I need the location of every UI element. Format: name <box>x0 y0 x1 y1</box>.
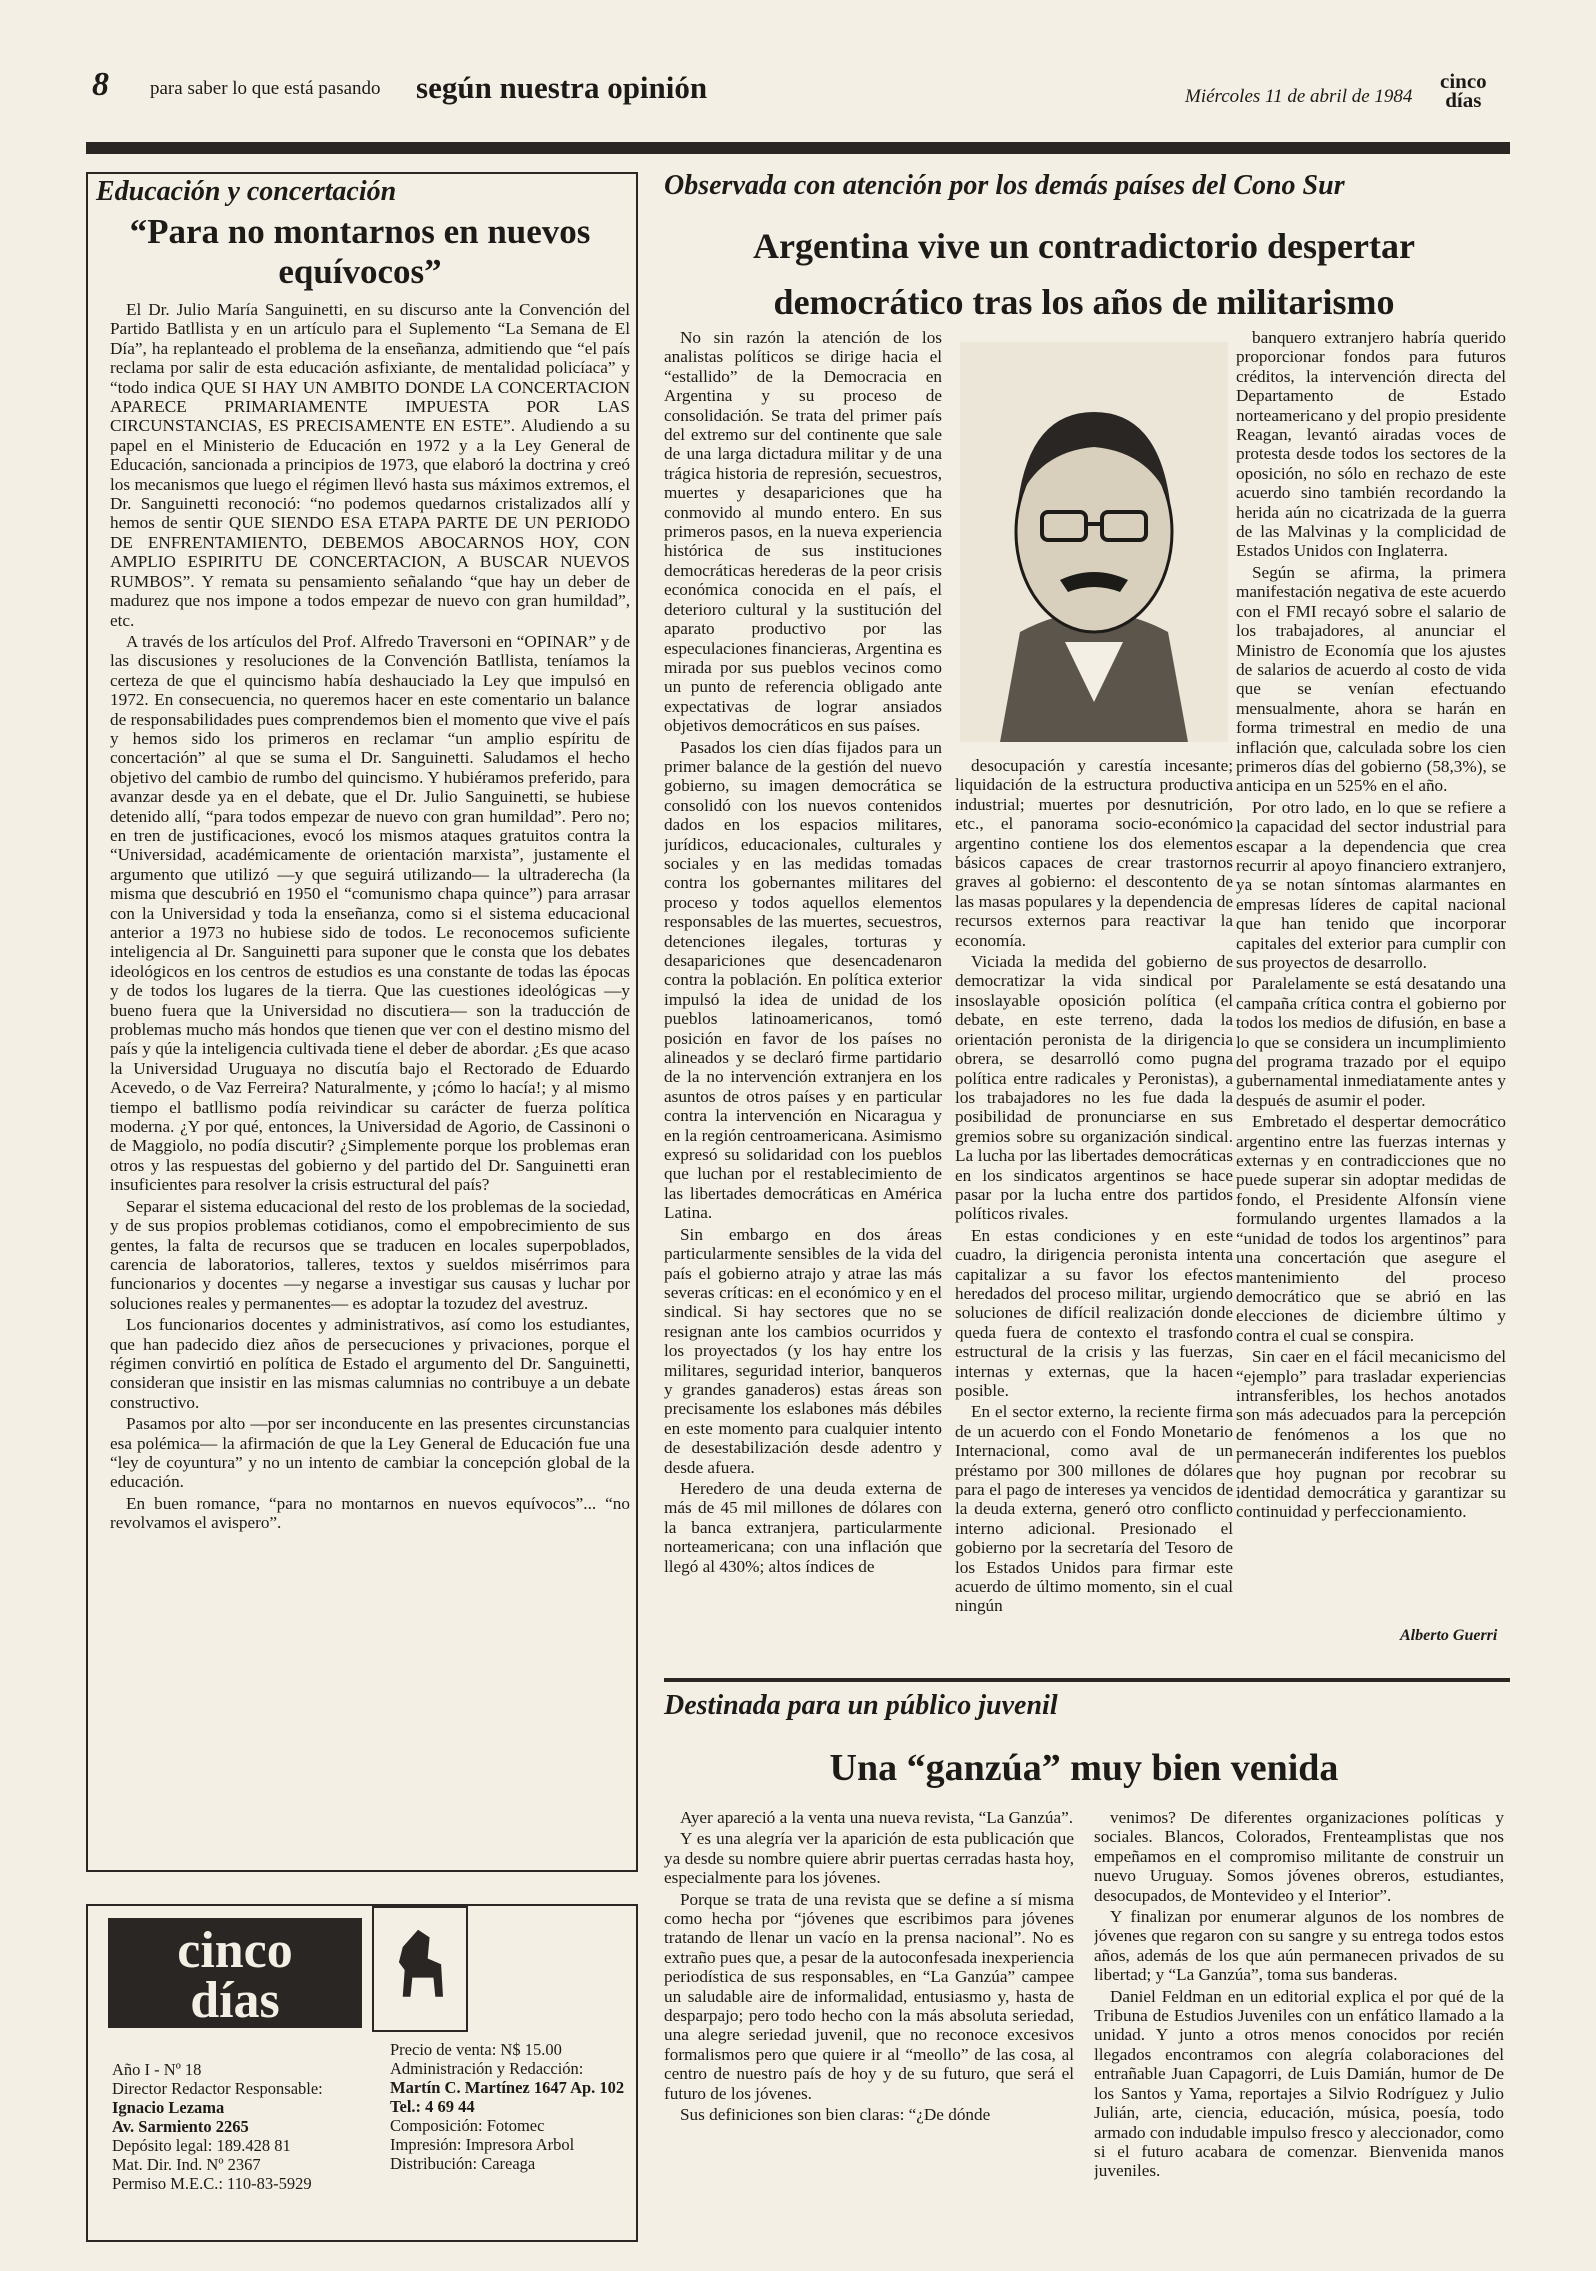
paragraph: Por otro lado, en lo que se refiere a la capacidad del sector industrial para escapar a la dependencia que crea recurrir al apoyo financiero extranjero, ya se notan síntomas alarmantes en empresas líderes de capital nacional que han tenido que incorporar capitales del exterior para cumplir con sus proyectos de desarrollo. <box>1236 797 1506 972</box>
author-signature: Alberto Guerri <box>1400 1627 1498 1644</box>
header-rule <box>86 142 1510 154</box>
issue-date: Miércoles 11 de abril de 1984 <box>1185 86 1413 107</box>
paragraph: Pasamos por alto —por ser inconducente en las presentes circunstancias esa polémica— la afirmación de que la Ley General de Educación fue una “ley de coyuntura” y no un intento de cambiar la concepción global de la educación. <box>110 1414 630 1492</box>
left-article-kicker: Educación y concertación <box>96 176 397 207</box>
masthead-right: Precio de venta: N$ 15.00 Administración y Redacción: Martín C. Martínez 1647 Ap. 102 Tel.: 4 69 44 Composición: Fotomec Impresión: Impresora Arbol Distribución: Careaga <box>390 2040 625 2173</box>
horse-icon <box>372 1906 468 2032</box>
youth-article-headline: Una “ganzúa” muy bien venida <box>829 1747 1339 1789</box>
youth-article-col1 <box>664 1808 1074 2248</box>
paragraph: banquero extranjero habría querido proporcionar fondos para futuros créditos, la intervención directa del Departamento de Estado norteamericano y del propio presidente Reagan, levantó airadas voces de protesta desde todos los sectores de la oposición, no sólo en rechazo de este acuerdo sino también recordando la herida aún no cicatrizada de la guerra de las Malvinas y la complicidad de Estados Unidos con Inglaterra. <box>1236 328 1506 561</box>
paragraph: En buen romance, “para no montarnos en nuevos equívocos”... “no revolvamos el avispero”. <box>110 1493 630 1533</box>
paragraph: Y es una alegría ver la aparición de esta publicación que ya desde su nombre quiere abrir puertas cerradas hasta hoy, especialmente para los jóvenes. <box>664 1829 1074 1888</box>
paragraph: Embretado el despertar democrático argentino entre las fuerzas internas y externas y en contradicciones que no puede superar sin adoptar medidas de fondo, el Presidente Alfonsín viene formulando urgentes llamados a la “unidad de todos los argentinos” para una concertación que asegure el mantenimiento del proceso democrático que se abrió en las elecciones de diciembre último y contra el cual se conspira. <box>1236 1112 1506 1345</box>
paragraph: venimos? De diferentes organizaciones políticas y sociales. Blancos, Colorados, Frenteamplistas que nos empeñamos en el compromiso militante de construir un nuevo Uruguay. Somos jóvenes obreros, estudiantes, desocupados, de Montevideo y el Interior”. <box>1094 1808 1504 1905</box>
paragraph: Y finalizan por enumerar algunos de los nombres de jóvenes que regaron con su sangre y su entrega todos estos años, además de los que aún permanecen privados de su libertad; y “La Ganzúa”, toma sus banderas. <box>1094 1907 1504 1985</box>
paragraph: Pasados los cien días fijados para un primer balance de la gestión del nuevo gobierno, su imagen democrática se consolidó con los nuevos contenidos dados en los espacios militares, jurídicos, educacionales, culturales y sociales y en las medidas tomadas contra los gobernantes militares del proceso y todos aquellos elementos responsables de las muertes, secuestros, detenciones ilegales, torturas y desapariciones que desencadenaron contra la población. En política exterior impulsó la idea de unidad de los pueblos latinoamericanos, tomó posición en favor de los países no alineados y se declaró firme partidario de la no intervención extranjera en los asuntos de otros países y en particular contra la intervención en Nicaragua y en la región centroamericana. Asimismo expresó su solidaridad con los pueblos que luchan por el restablecimiento de las libertades democráticas en América Latina. <box>664 737 942 1223</box>
right-article-col1 <box>664 328 942 1648</box>
youth-article-col2 <box>1094 1808 1504 2248</box>
right-article-headline: Argentina vive un contradictorio despertar democrático tras los años de militarismo <box>753 226 1415 322</box>
paragraph: Ayer apareció a la venta una nueva revista, “La Ganzúa”. <box>680 1808 1074 1827</box>
masthead-logo: cinco días <box>108 1918 362 2028</box>
portrait-illustration <box>960 342 1228 742</box>
paragraph: Según se afirma, la primera manifestación negativa de este acuerdo con el FMI recayó sobre el salario de los trabajadores, al anunciar el Ministro de Economía que los ajustes de salarios de acuerdo al costo de vida que se venían efectuando mensualmente, ahora se harán en forma trimestral en medio de una inflación que, calculada sobre los cien primeros días del gobierno (58,3%), se anticipa en un 525% en el año. <box>1236 562 1506 796</box>
paragraph: Sin embargo en dos áreas particularmente sensibles de la vida del país el gobierno atrajo y atrae las más severas críticas: en el económico y en el sindical. Si hay sectores que no se resignan ante los cambios ocurridos y los proyectados (y los hay entre los militares, seguridad interior, banqueros y grandes ganaderos) estas áreas son precisamente los eslabones más débiles en este momento para cualquier intento de desestabilización desde adentro y desde afuera. <box>664 1224 942 1477</box>
paragraph: Paralelamente se está desatando una campaña crítica contra el gobierno por todos los medios de difusión, en base a lo que se considera un incumplimiento del programa trazado por el equipo gubernamental inmediatamente antes y después de asumir el poder. <box>1236 974 1506 1110</box>
youth-article-kicker: Destinada para un público juvenil <box>664 1690 1058 1721</box>
paragraph: No sin razón la atención de los analistas políticos se dirige hacia el “estallido” de la Democracia en Argentina y su proceso de consolidación. Se trata del primer país del extremo sur del continente que sale de una larga dictadura militar y de una trágica historia de represión, secuestros, muertes y desapariciones que ha conmovido al mundo entero. En sus primeros pasos, en la nueva experiencia histórica de sus instituciones democráticas herederas de la peor crisis económica conocida en el país, el deterioro cultural y la sustitución del aparato productivo por las especulaciones financieras, Argentina es mirada por sus pueblos vecinos como un punto de referencia obligado ante expectativas de lograr ansiados objetivos democráticos en sus países. <box>664 328 942 736</box>
left-article-body <box>110 300 630 1885</box>
paragraph: Separar el sistema educacional del resto de los problemas de la sociedad, y de sus propios problemas cotidianos, como el empobrecimiento de sus gentes, la falta de recursos que se traducen en locales superpoblados, carencia de laboratorios, talleres, textos y sueldos misérrimos para funcionarios y docentes —y negarse a investigar sus causas y luchar por soluciones reales y permanentes— es adoptar la tozudez del avestruz. <box>110 1196 630 1313</box>
header-logo: cinco días <box>1440 69 1487 112</box>
youth-section-rule <box>664 1678 1510 1682</box>
paragraph: En estas condiciones y en este cuadro, la dirigencia peronista intenta capitalizar a su favor los efectos heredados del proceso militar, urgiendo soluciones de difícil realización donde queda fuera de contexto el trasfondo estructural de la crisis y las fuerzas, internas y externas, que la hacen posible. <box>955 1225 1233 1400</box>
right-article-col2 <box>955 756 1233 1651</box>
right-article-kicker: Observada con atención por los demás países del Cono Sur <box>664 170 1345 201</box>
paragraph: Sus definiciones son bien claras: “¿De dónde <box>680 2105 991 2125</box>
paragraph: desocupación y carestía incesante; liquidación de la estructura productiva industrial; muertes por desnutrición, etc., el panorama socio-económico argentino contiene los dos elementos básicos capaces de crear trastornos graves al gobierno: el descontento de las masas populares y la dependencia de recursos externos para reactivar la economía. <box>955 756 1233 950</box>
paragraph: Viciada la medida del gobierno de democratizar la vida sindical por insoslayable oposición política (el debate, en este terreno, dada la orientación peronista de la dirigencia obrera, se desarrolló como pugna política entre radicales y Peronistas), a los trabajadores no les fue dada la posibilidad de pronunciarse en sus gremios sobre su organización sindical. La lucha por las libertades democráticas en los sindicatos argentinos se hace pasar por la lucha entre dos partidos políticos rivales. <box>955 952 1233 1224</box>
page-number: 8 <box>92 66 109 103</box>
right-article-col3 <box>1236 328 1506 1638</box>
masthead-left: Año I - Nº 18 Director Redactor Responsable: Ignacio Lezama Av. Sarmiento 2265 Depósito legal: 189.428 81 Mat. Dir. Ind. Nº 2367 Permiso M.E.C.: 110-83-5929 <box>112 2060 323 2193</box>
paragraph: Heredero de una deuda externa de más de 45 mil millones de dólares con la banca extranjera, particularmente norteamericana; con una inflación que llegó al 430%; altos índices de <box>664 1478 942 1576</box>
paragraph: En el sector externo, la reciente firma de un acuerdo con el Fondo Monetario Internacional, como aval de un préstamo por 300 millones de dólares para el pago de intereses ya vencidos de la deuda externa, generó otro conflicto interno adicional. Presionado el gobierno por la secretaría del Tesoro de los Estados Unidos para firmar este acuerdo de último momento, sin el cual ningún <box>955 1402 1233 1616</box>
paragraph: Daniel Feldman en un editorial explica el por qué de la Tribuna de Estudios Juveniles con un enfático llamado a la unidad. Y junto a otros menos conocidos por recién llegados encontramos con alegría colaboraciones del entrañable Juan Capagorri, de Luis Damián, humor de De los Santos y Yama, reportajes a Silvio Rodríguez y Julio Julián, arte, ciencia, educación, música, poesía, todo armado con indudable impulso fresco y aleccionador, como si el futuro acabara de comenzar. Bienvenida manos juveniles. <box>1094 1986 1504 2181</box>
section-title: según nuestra opinión <box>416 70 708 105</box>
header-kicker: para saber lo que está pasando <box>150 78 381 99</box>
paragraph: El Dr. Julio María Sanguinetti, en su discurso ante la Convención del Partido Batllista y en un artículo para el Suplemento “La Semana de El Día”, ha replanteado el problema de la enseñanza, admitiendo que “el país reclama por salir de esta educación asfixiante, de mentalidad policíaca” y “todo indica QUE SI HAY UN AMBITO DONDE LA CONCERTACION APARECE PRIMARIAMENTE IMPUESTA POR LAS CIRCUNSTANCIAS, ES PRECISAMENTE EN ESTE”. Aludiendo a su papel en el Ministerio de Educación en 1972 y a la Ley General de Educación, sancionada a principios de 1973, que elaboró la doctrina y creó los mecanismos que luego el régimen llevó hasta sus máximos extremos, el Dr. Sanguinetti reconoció: “no podemos quedarnos cristalizados allí y hemos de sentir QUE SIENDO ESA ETAPA PARTE DE UN PERIODO DE ENFRENTAMIENTO, DEBEMOS ABOCARNOS HOY, CON AMPLIO ESPIRITU DE CONCERTACION, A BUSCAR NUEVOS RUMBOS”. Y remata su pensamiento señalando “que hay un deber de madurez que nos impone a todos empezar de nuevo con gran humildad”, etc. <box>110 300 630 630</box>
paragraph: Los funcionarios docentes y administrativos, así como los estudiantes, que han padecido diez años de persecuciones y privaciones, porque el régimen convirtió en política de Estado el argumento del Dr. Sanguinetti, consideran que insistir en las mismas calumnias no contribuye a un debate constructivo. <box>110 1315 630 1412</box>
paragraph: Sin caer en el fácil mecanicismo del “ejemplo” para trasladar experiencias intransferibles, los hechos anotados son más adecuados para la percepción de fenómenos a los que no permanecerán indiferentes los pueblos que hoy pugnan por recobrar su identidad democrática y garantizar su continuidad y perfeccionamiento. <box>1236 1347 1506 1522</box>
paragraph: A través de los artículos del Prof. Alfredo Traversoni en “OPINAR” y de las discusiones y resoluciones de la Convención Batllista, teníamos la certeza de que el quincismo había deshauciado la Ley que impulsó en 1972. En consecuencia, no queremos hacer en este comentario un balance de responsabilidades pues comprendemos bien el momento que vive el país y hemos sido los primeros en reclamar “un amplio espíritu de concertación” al que se suma el Dr. Sanguinetti. Saludamos el hecho objetivo del cambio de rumbo del quincismo. Y hubiéramos preferido, para avanzar desde ya en el debate, que el Dr. Julio Sanguinetti, se hubiese detenido allí, “para todos empezar de nuevo con gran humildad”. Pero no; en tren de justificaciones, evocó los mismos ataques gratuitos contra la “Universidad, académicamente de orientación marxista”, justamente el argumento que utilizó —y que seguirá utilizando— la ultraderecha (la misma que descubrió en 1950 el “comunismo chapa quince”) para arrasar con la Universidad y toda la enseñanza, como si el sistema educacional anterior a 1973 no hubiese sido de todos. Le reconocemos suficiente inteligencia al Dr. Sanguinetti para suponer que le consta que los debates ideológicos en los centros de estudios es una constante de todas las épocas y de todos los lugares de la tierra. Que las cuestiones ideológicas —y bueno fuera que la Universidad no discutiera— son la traducción de problemas mucho más hondos que tienen que ver con el destino mismo del país y qúe la inteligencia cultivada tiene el deber de abordar. ¿Es que acaso la Universidad Uruguaya no discutía bajo el Rectorado de Eduardo Acevedo, o de Vaz Ferreira? Naturalmente, y ¡cómo lo hacía!; y al mismo tiempo el batllismo podía reivindicar su carácter de fuerza política moderna. ¿Y por qué, entonces, la Universidad de Agorio, de Cassinoni o de Maggiolo, no podía discutir? ¿Simplemente porque los problemas eran otros y las respuestas del gobierno y del partido del Dr. Sanguinetti eran insuficientes para resolver la crisis estructural del país? <box>110 631 630 1195</box>
paragraph: Porque se trata de una revista que se define a sí misma como hecha por “jóvenes que escribimos para jóvenes tratando de llenar un vacío en la prensa nacional”. No es extraño pues que, a pesar de la autoconfesada inexperiencia periodística de sus responsables, en “La Ganzúa” campee un saludable aire de informalidad, entusiasmo y, hasta de desparpajo; pero todo hecho con la más absoluta seriedad, una alegre seriedad juvenil, que no reconoce excesivos formalismos pero que quiere ir al “meollo” de las cosa, al centro de nuestro país de hoy y de su futuro, que será el futuro de los jóvenes. <box>664 1889 1074 2103</box>
left-article-headline: “Para no montarnos en nuevos equívocos” <box>129 212 591 291</box>
